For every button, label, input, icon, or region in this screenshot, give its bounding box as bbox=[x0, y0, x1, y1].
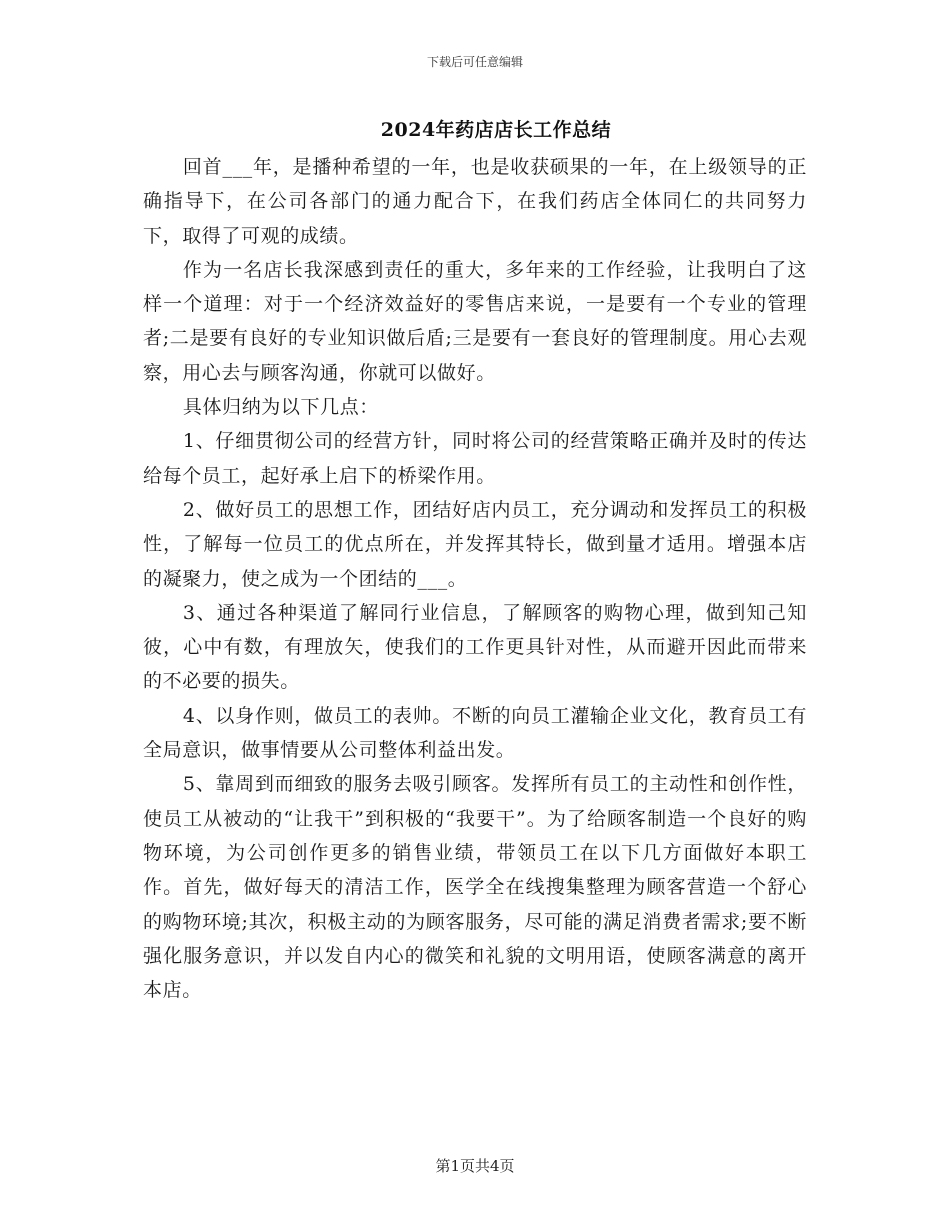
paragraph-responsibility: 作为一名店长我深感到责任的重大，多年来的工作经验，让我明白了这样一个道理：对于一个经济效益好的零售店来说，一是要有一个专业的管理者;二是要有良好的专业知识做后盾;三是要有一套良好的管理制度。用心去观察，用心去与顾客沟通，你就可以做好。 bbox=[143, 258, 807, 384]
document-title: 2024年药店店长工作总结 bbox=[380, 119, 612, 141]
paragraph-point-4: 4、以身作则，做员工的表帅。不断的向员工灌输企业文化，教育员工有全局意识，做事情要从公司整体利益出发。 bbox=[143, 704, 807, 762]
paragraph-point-2: 2、做好员工的思想工作，团结好店内员工，充分调动和发挥员工的积极性，了解每一位员工的优点所在，并发挥其特长，做到量才适用。增强本店的凝聚力，使之成为一个团结的___。 bbox=[143, 498, 807, 590]
paragraph-summary-lead: 具体归纳为以下几点： bbox=[182, 396, 379, 419]
header-note: 下载后可任意编辑 bbox=[426, 55, 523, 69]
paragraph-point-1: 1、仔细贯彻公司的经营方针，同时将公司的经营策略正确并及时的传达给每个员工，起好承上启下的桥梁作用。 bbox=[143, 430, 807, 487]
page-number: 第1页共4页 bbox=[435, 1157, 515, 1175]
paragraph-intro: 回首___年，是播种希望的一年，也是收获硕果的一年，在上级领导的正确指导下，在公司各部门的通力配合下，在我们药店全体同仁的共同努力下，取得了可观的成绩。 bbox=[143, 156, 807, 247]
paragraph-point-5: 5、靠周到而细致的服务去吸引顾客。发挥所有员工的主动性和创作性，使员工从被动的“让我干”到积极的“我要干”。为了给顾客制造一个良好的购物环境，为公司创作更多的销售业绩，带领员工在以下几方面做好本职工作。首先，做好每天的清洁工作，医学全在线搜集整理为顾客营造一个舒心的购物环境;其次，积极主动的为顾客服务，尽可能的满足消费者需求;要不断强化服务意识，并以发自内心的微笑和礼貌的文明用语，使顾客满意的离开本店。 bbox=[143, 773, 807, 1002]
document-body bbox=[143, 150, 807, 1007]
paragraph-point-3: 3、通过各种渠道了解同行业信息，了解顾客的购物心理，做到知己知彼，心中有数，有理放矢，使我们的工作更具针对性，从而避开因此而带来的不必要的损失。 bbox=[143, 601, 807, 693]
